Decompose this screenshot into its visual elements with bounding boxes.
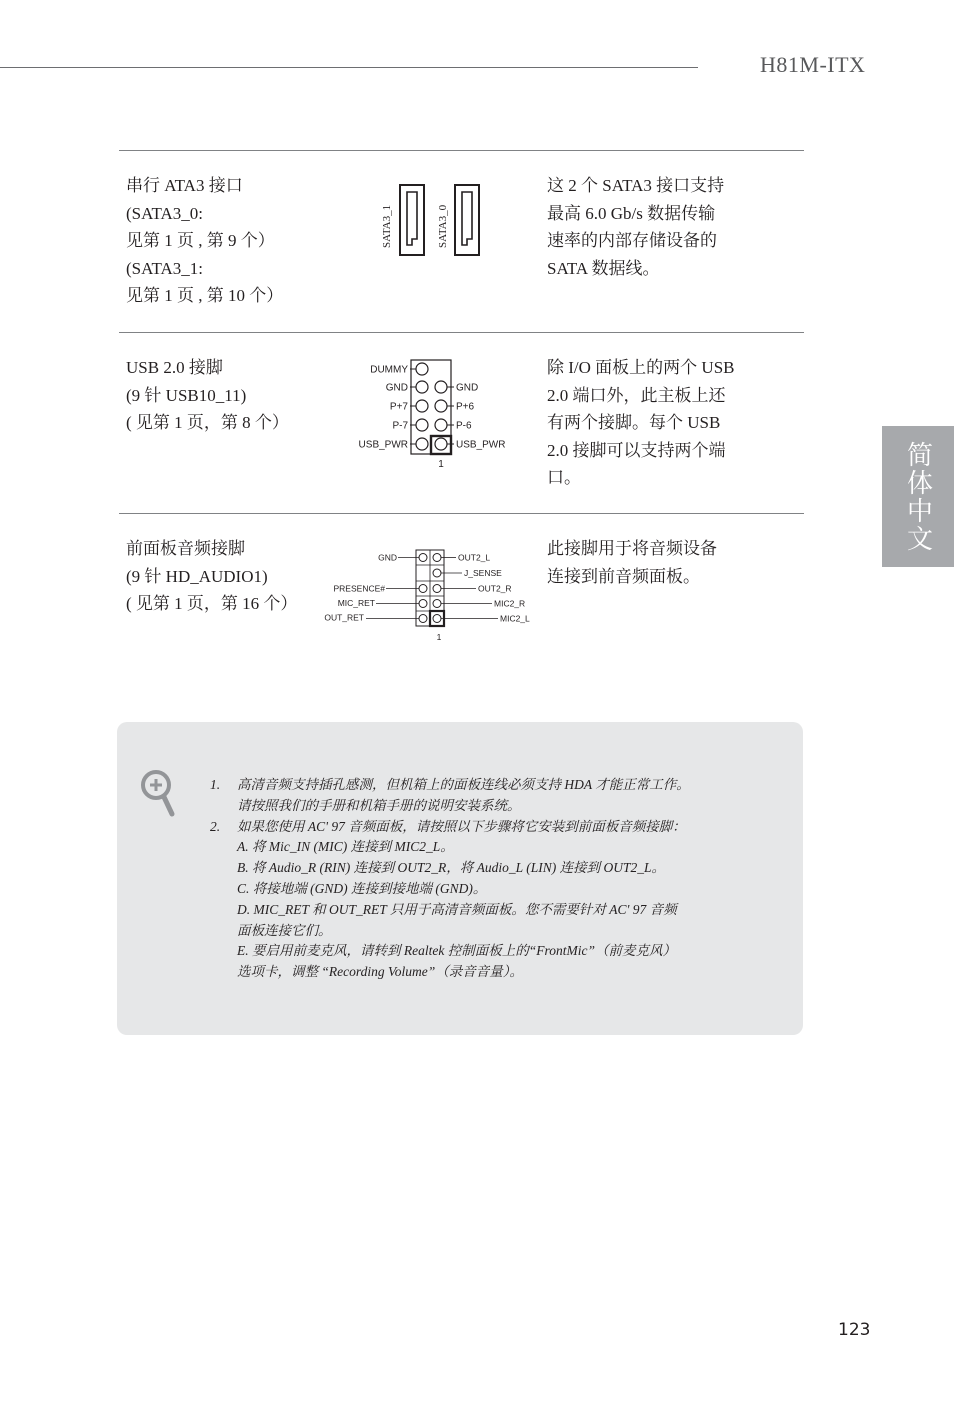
table-rule [119,150,804,151]
usb-pin-label: USB_PWR [358,439,408,451]
usb-header-diagram [340,356,520,474]
audio-description: 前面板音频接脚 (9 针 HD_AUDIO1) ( 见第 1 页，第 16 个） [126,539,298,613]
language-tab [882,426,954,567]
audio-pin1-marker: 1 [436,632,442,642]
page-number: 123 [838,1320,871,1340]
usb-pin-label: P+7 [389,401,408,413]
sata3-0-label: SATA3_0 [437,204,449,248]
usb-pin-label: GND [456,382,479,394]
sata-connector-diagram [376,182,486,258]
audio-notes: 此接脚用于将音频设备 连接到前音频面板。 [547,539,717,586]
usb-notes: 除 I/O 面板上的两个 USB 2.0 端口外，此主板上还 有两个接脚。每个 USB 2.0 接脚可以支持两个端 口。 [547,358,735,487]
audio-header-diagram [320,546,540,644]
header-rule [0,67,698,68]
audio-pin-label: J_SENSE [464,568,502,578]
language-tab-label: 简体中文 [902,440,933,553]
usb-pin-label: DUMMY [370,364,408,376]
audio-pin-label: MIC2_R [494,598,526,609]
sata-notes: 这 2 个 SATA3 接口支持 最高 6.0 Gb/s 数据传输 速率的内部存储设备的 SATA 数据线。 [547,176,725,278]
usb-description: USB 2.0 接脚 (9 针 USB10_11) ( 见第 1 页，第 8 个） [126,358,289,432]
model-name: H81M-ITX [760,52,866,77]
audio-pin-label: MIC2_L [500,613,530,624]
notes-list [210,775,690,983]
usb-pin-label: USB_PWR [456,439,506,451]
usb-pin-label: P+6 [456,401,475,413]
audio-pin-label: MIC_RET [337,598,375,608]
magnifier-plus-icon [139,768,179,825]
table-rule [119,332,804,333]
audio-pin-label: OUT_RET [324,612,364,623]
table-rule [119,513,804,514]
audio-pin-label: OUT2_L [458,552,491,563]
sata-description: 串行 ATA3 接口 (SATA3_0: 见第 1 页 , 第 9 个） (SATA3_1: 见第 1 页 , 第 10 个） [126,176,284,305]
audio-pin-label: OUT2_R [478,583,512,594]
sata3-1-label: SATA3_1 [381,204,393,248]
usb-pin1-marker: 1 [438,459,444,470]
usb-pin-label: P-7 [392,420,408,432]
usb-pin-label: P-6 [456,420,472,432]
note-item: 2. 如果您使用 AC' 97 音频面板，请按照以下步骤将它安装到前面板音频接脚： A. 将 Mic_IN (MIC) 连接到 MIC2_L。 B. 将 Audio_R (RIN) 连接到 OUT2_R，将 Audio_L (LIN) 连接到 OUT2_L。 C. 将接地端 (GND) 连接到接地端 (GND)。 D. MIC_RET 和 OUT_RET 只用于高清音频面板。您不需要针对 AC' 97 音频 面板连接它们。 E. 要启用前麦克风，请转到 Realtek 控制面板上的“FrontMic”（前麦克风） 选项卡，调整 “Recording Volume”（录音音量）。 [210,818,686,980]
audio-pin-label: GND [378,552,397,563]
usb-pin-label: GND [385,382,408,394]
note-item: 1. 高清音频支持插孔感测，但机箱上的面板连线必须支持 HDA 才能正常工作。 请按照我们的手册和机箱手册的说明安装系统。 [210,777,690,813]
audio-pin-label: PRESENCE# [333,583,385,594]
